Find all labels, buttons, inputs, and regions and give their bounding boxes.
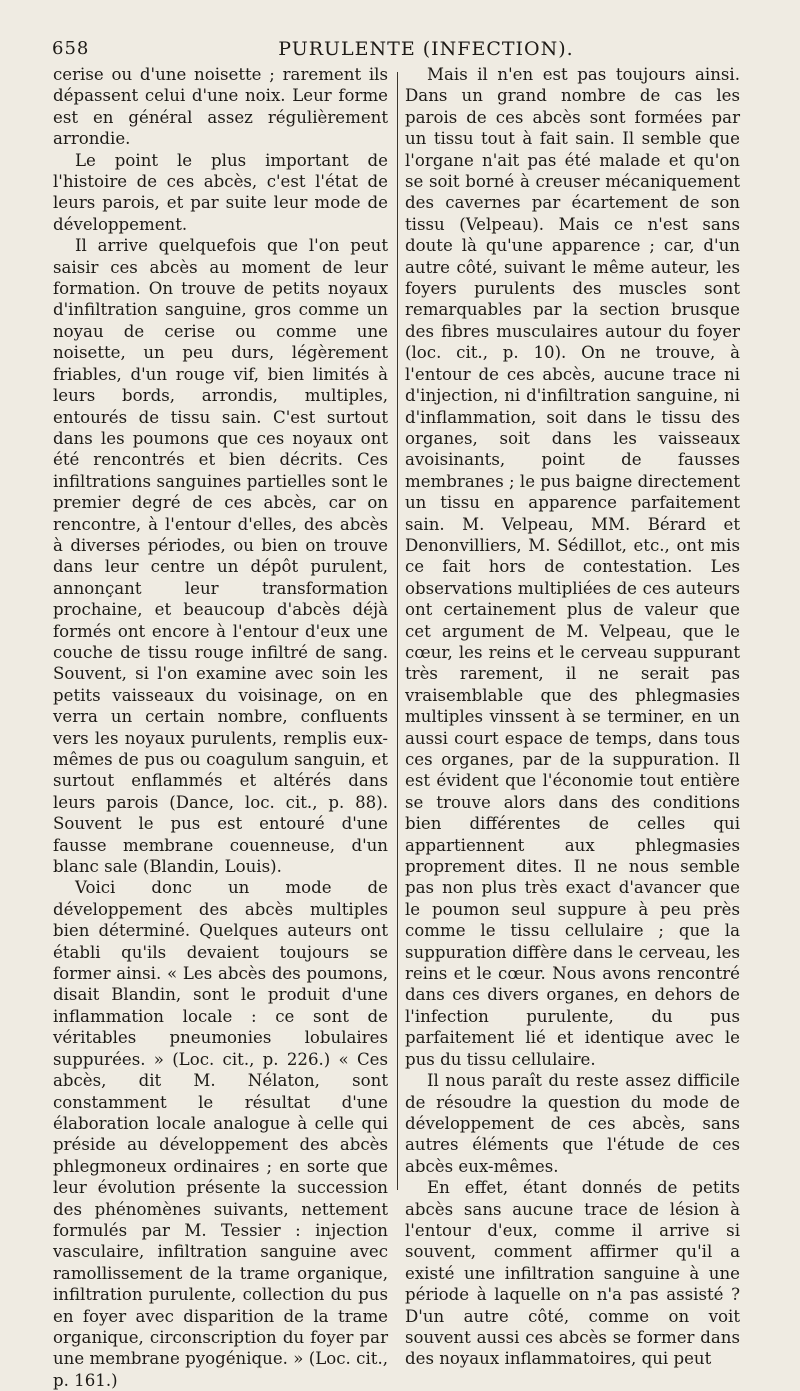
page-header bbox=[52, 38, 760, 66]
paragraph: Voici donc un mode de développement des abcès multiples bien déterminé. Quelques auteurs ont établi qu'ils devaient toujours se former ainsi. « Les abcès des poumons, disait Blandin, sont le produit d'une inflammation locale : ce sont de véritables pneumonies lobulaires suppurées. » (Loc. cit., p. 226.) « Ces abcès, dit M. Nélaton, sont constamment le résultat d'une élaboration locale analogue à celle qui préside au développement des abcès phlegmoneux ordinaires ; en sorte que leur évolution présente la succession des phénomènes suivants, nettement formulés par M. Tessier : injection vasculaire, infiltration sanguine avec ramollissement de la trame organique, infiltration purulente, collection du pus en foyer avec disparition de la trame organique, circonscription du foyer par une membrane pyogénique. » (Loc. cit., p. 161.) bbox=[53, 878, 388, 1390]
paragraph: Mais il n'en est pas toujours ainsi. Dans un grand nombre de cas les parois de ces abcès sont formées par un tissu tout à fait sain. Il semble que l'organe n'ait pas été malade et qu'on se soit borné à creuser mécaniquement des cavernes par écartement de son tissu (Velpeau). Mais ce n'est sans doute là qu'une apparence ; car, d'un autre côté, suivant le même auteur, les foyers purulents des muscles sont remarquables par la section brusque des fibres musculaires autour du foyer (loc. cit., p. 10). On ne trouve, à l'entour de ces abcès, aucune trace ni d'injection, ni d'infiltration sanguine, ni d'inflammation, soit dans le tissu des organes, soit dans les vaisseaux avoisinants, point de fausses membranes ; le pus baigne directement un tissu en apparence parfaitement sain. M. Velpeau, MM. Bérard et Denonvilliers, M. Sédillot, etc., ont mis ce fait hors de contestation. Les observations multipliées de ces auteurs ont certainement plus de valeur que cet argument de M. Velpeau, que le cœur, les reins et le cerveau suppurant très rarement, il ne serait pas vraisemblable que des phlegmasies multiples vinssent à se terminer, en un aussi court espace de temps, dans tous ces organes, par de la suppuration. Il est évident que l'économie tout entière se trouve alors dans des conditions bien différentes de celles qui appartiennent aux phlegmasies proprement dites. Il ne nous semble pas non plus très exact d'avancer que le poumon seul suppure à peu près comme le tissu cellulaire ; que la suppuration diffère dans le cerveau, les reins et le cœur. Nous avons rencontré dans ces divers organes, en dehors de l'infection purulente, du pus parfaitement lié et identique avec le pus du tissu cellulaire. bbox=[405, 65, 741, 1069]
page-number: 658 bbox=[52, 38, 90, 59]
column-divider bbox=[397, 72, 398, 1190]
right-column bbox=[405, 64, 740, 1370]
paragraph: Il arrive quelquefois que l'on peut saisir ces abcès au moment de leur formation. On trouve de petits noyaux d'infiltration sanguine, gros comme un noyau de cerise ou comme une noisette, un peu durs, légèrement friables, d'un rouge vif, bien limités à leurs bords, arrondis, multiples, entourés de tissu sain. C'est surtout dans les poumons que ces noyaux ont été rencontrés et bien décrits. Ces infiltrations sanguines partielles sont le premier degré de ces abcès, car on rencontre, à l'entour d'elles, des abcès à diverses périodes, ou bien on trouve dans leur centre un dépôt purulent, annonçant leur transformation prochaine, et beaucoup d'abcès déjà formés ont encore à l'entour d'eux une couche de tissu rouge infiltré de sang. Souvent, si l'on examine avec soin les petits vaisseaux du voisinage, on en verra un certain nombre, confluents vers les noyaux purulents, remplis eux-mêmes de pus ou coagulum sanguin, et surtout enflammés et altérés dans leurs parois (Dance, loc. cit., p. 88). Souvent le pus est entouré d'une fausse membrane couenneuse, d'un blanc sale (Blandin, Louis). bbox=[53, 236, 388, 877]
paragraph: En effet, étant donnés de petits abcès sans aucune trace de lésion à l'entour d'eux, comme il arrive si souvent, comment affirmer qu'il a existé une infiltration sanguine à une période à laquelle on n'a pas assisté ? D'un autre côté, comme on voit souvent aussi ces abcès se former dans des noyaux inflammatoires, qui peut bbox=[405, 1178, 740, 1369]
running-title: PURULENTE (INFECTION). bbox=[278, 38, 574, 60]
paragraph: cerise ou d'une noisette ; rarement ils dépassent celui d'une noix. Leur forme est en général assez régulièrement arrondie. bbox=[53, 65, 388, 149]
paragraph: Il nous paraît du reste assez difficile de résoudre la question du mode de développement de ces abcès, sans autres éléments que l'étude de ces abcès eux-mêmes. bbox=[405, 1071, 740, 1176]
left-column bbox=[53, 64, 388, 1391]
paragraph: Le point le plus important de l'histoire de ces abcès, c'est l'état de leurs parois, et par suite leur mode de développement. bbox=[53, 150, 388, 234]
